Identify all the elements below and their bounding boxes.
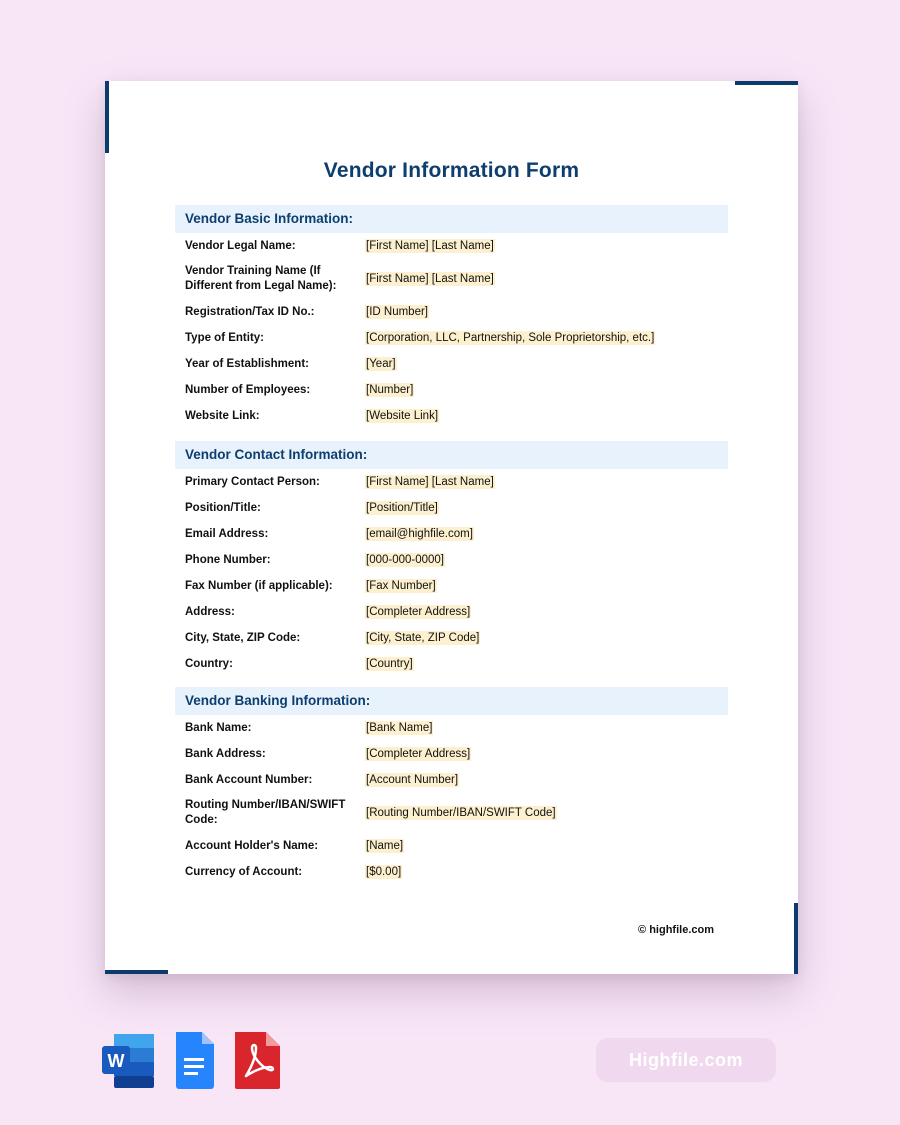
field-value-text: [First Name] [Last Name] <box>366 475 494 488</box>
section-heading: Vendor Banking Information: <box>175 687 728 715</box>
section-heading: Vendor Contact Information: <box>175 441 728 469</box>
field-value[interactable] <box>365 721 433 736</box>
field-label: Routing Number/IBAN/SWIFT Code: <box>185 799 346 826</box>
field-value-text: [Year] <box>366 357 396 370</box>
field-label: Number of Employees: <box>185 383 311 396</box>
form-row <box>175 259 728 299</box>
field-value[interactable] <box>365 747 471 762</box>
field-value[interactable] <box>365 865 402 880</box>
field-label: Bank Name: <box>185 721 252 734</box>
field-value[interactable] <box>365 553 445 568</box>
corner-accent-top-right <box>735 81 798 85</box>
corner-accent-top-left <box>105 81 109 153</box>
field-label: Account Holder's Name: <box>185 839 319 852</box>
field-label: Website Link: <box>185 409 260 422</box>
field-label: Email Address: <box>185 527 269 540</box>
form-row <box>175 859 728 885</box>
field-value[interactable] <box>365 527 474 542</box>
field-value[interactable] <box>365 657 414 672</box>
field-value-text: [City, State, ZIP Code] <box>366 631 480 644</box>
form-row <box>175 377 728 403</box>
field-label: Fax Number (if applicable): <box>185 579 333 592</box>
field-value[interactable] <box>365 605 471 620</box>
field-value[interactable] <box>365 239 495 254</box>
form-row <box>175 325 728 351</box>
field-label: Vendor Training Name (If Different from Legal Name): <box>185 265 337 292</box>
field-value[interactable] <box>365 501 439 516</box>
form-row <box>175 715 728 741</box>
form-row <box>175 299 728 325</box>
field-value-text: [Name] <box>366 839 404 852</box>
field-label: Primary Contact Person: <box>185 475 320 488</box>
field-value-text: [Country] <box>366 657 413 670</box>
field-value-text: [Account Number] <box>366 773 459 786</box>
field-label: Bank Account Number: <box>185 773 313 786</box>
field-value[interactable] <box>365 475 495 490</box>
field-label: City, State, ZIP Code: <box>185 631 301 644</box>
field-label: Bank Address: <box>185 747 266 760</box>
corner-accent-bottom-left <box>105 970 168 974</box>
form-row <box>175 625 728 651</box>
field-value-text: [First Name] [Last Name] <box>366 272 494 285</box>
field-value-text: [Website Link] <box>366 409 439 422</box>
copyright-footer: © highfile.com <box>638 924 714 936</box>
form-row <box>175 521 728 547</box>
form-row <box>175 403 728 429</box>
form-row <box>175 741 728 767</box>
form-row <box>175 793 728 833</box>
field-label: Year of Establishment: <box>185 357 309 370</box>
field-value-text: [Routing Number/IBAN/SWIFT Code] <box>366 806 556 819</box>
corner-accent-bottom-right <box>794 903 798 974</box>
field-value[interactable] <box>365 305 429 320</box>
form-row <box>175 573 728 599</box>
word-icon[interactable] <box>100 1030 156 1090</box>
field-value-text: [email@highfile.com] <box>366 527 473 540</box>
field-value-text: [$0.00] <box>366 865 402 878</box>
format-icons <box>100 1030 282 1090</box>
highfile-brand-badge[interactable]: Highfile.com <box>596 1038 776 1082</box>
field-label: Vendor Legal Name: <box>185 239 296 252</box>
field-value[interactable] <box>365 409 439 424</box>
field-value-text: [Completer Address] <box>366 605 471 618</box>
word-icon-letter: W <box>107 1051 125 1071</box>
section-heading: Vendor Basic Information: <box>175 205 728 233</box>
field-label: Type of Entity: <box>185 331 265 344</box>
field-label: Position/Title: <box>185 501 261 514</box>
google-docs-icon[interactable] <box>172 1030 216 1090</box>
section-banking-information <box>175 687 728 885</box>
form-row <box>175 599 728 625</box>
field-value[interactable] <box>365 773 459 788</box>
field-value-text: [ID Number] <box>366 305 428 318</box>
document-page <box>105 81 798 974</box>
form-row <box>175 547 728 573</box>
form-row <box>175 469 728 495</box>
field-value[interactable] <box>365 383 414 398</box>
field-value-text: [Completer Address] <box>366 747 471 760</box>
form-title: Vendor Information Form <box>323 159 580 182</box>
field-value[interactable] <box>365 579 437 594</box>
field-value-text: [Number] <box>366 383 414 396</box>
field-value[interactable] <box>365 331 655 346</box>
field-value-text: [Fax Number] <box>366 579 436 592</box>
field-label: Registration/Tax ID No.: <box>185 305 315 318</box>
field-label: Address: <box>185 605 235 618</box>
form-row <box>175 833 728 859</box>
field-value[interactable] <box>365 806 557 821</box>
field-value[interactable] <box>365 357 397 372</box>
section-basic-information <box>175 205 728 429</box>
field-value[interactable] <box>365 272 495 287</box>
form-row <box>175 351 728 377</box>
field-value-text: [First Name] [Last Name] <box>366 239 494 252</box>
field-label: Currency of Account: <box>185 865 303 878</box>
field-value[interactable] <box>365 839 404 854</box>
pdf-icon[interactable] <box>232 1030 282 1090</box>
field-value[interactable] <box>365 631 480 646</box>
field-value-text: [000-000-0000] <box>366 553 445 566</box>
field-label: Country: <box>185 657 233 670</box>
field-value-text: [Position/Title] <box>366 501 438 514</box>
field-value-text: [Corporation, LLC, Partnership, Sole Proprietorship, etc.] <box>366 331 655 344</box>
form-row <box>175 233 728 259</box>
field-label: Phone Number: <box>185 553 271 566</box>
form-row <box>175 495 728 521</box>
field-value-text: [Bank Name] <box>366 721 433 734</box>
section-contact-information <box>175 441 728 677</box>
form-row <box>175 651 728 677</box>
form-row <box>175 767 728 793</box>
